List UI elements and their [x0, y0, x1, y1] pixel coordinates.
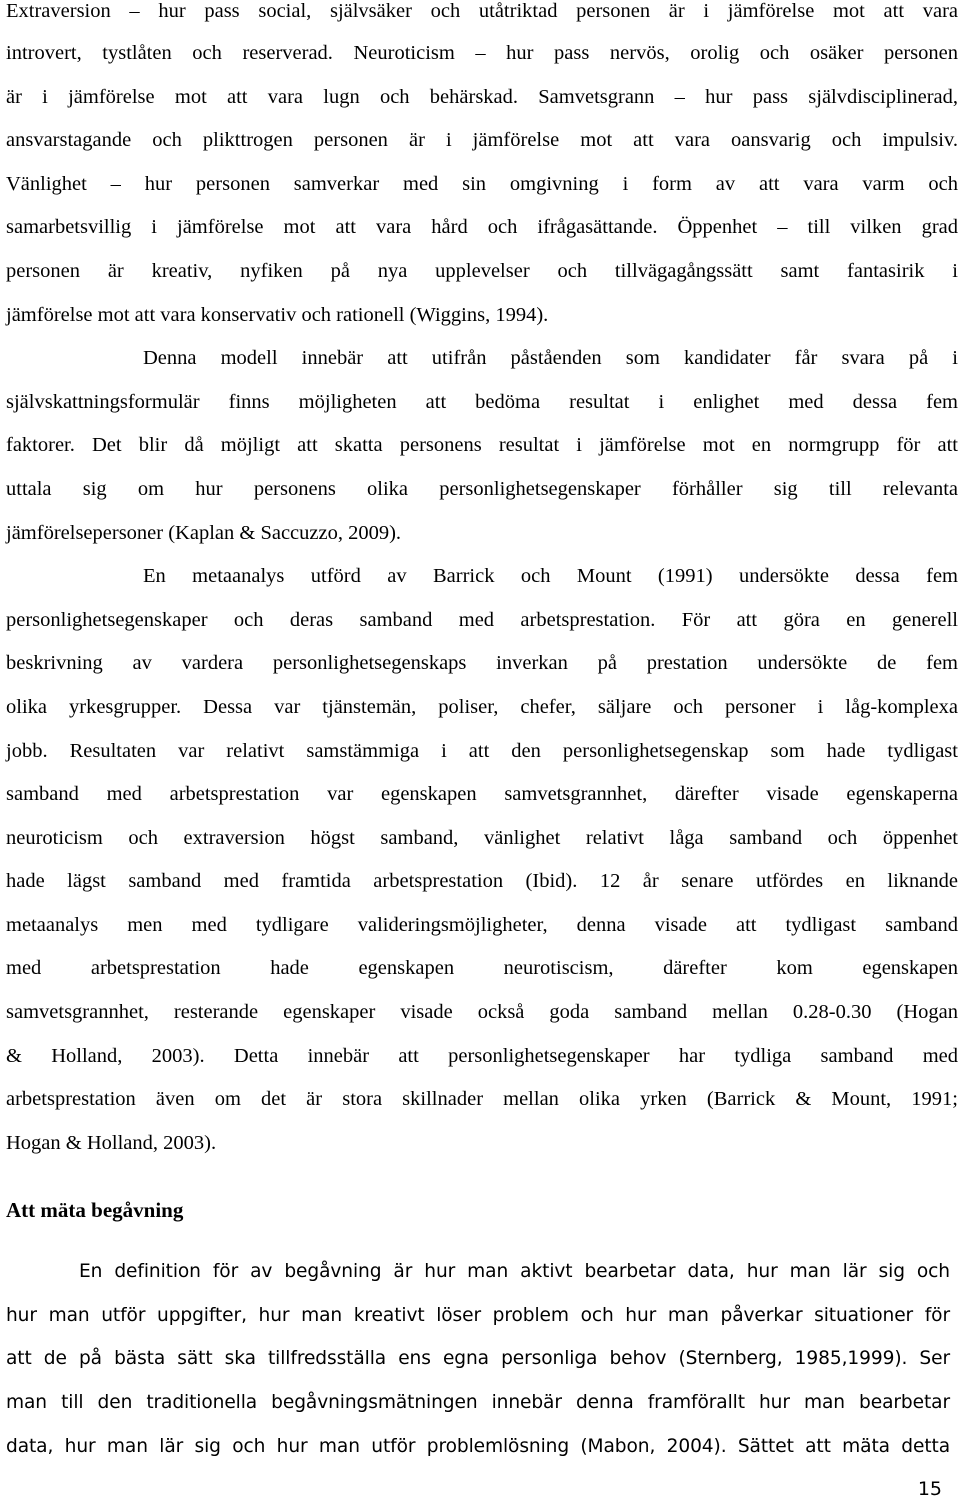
- text-line: olika yrkesgrupper. Dessa var tjänstemän, poliser, chefer, säljare och personer i låg-komplexa: [6, 695, 958, 718]
- text-line: uttala sig om hur personens olika personlighetsegenskaper förhåller sig till relevanta: [6, 477, 958, 500]
- text-line: data, hur man lär sig och hur man utför problemlösning (Mabon, 2004). Sättet att mäta detta: [6, 1435, 950, 1457]
- text-line: beskrivning av vardera personlighetsegenskaps inverkan på prestation undersökte de fem: [6, 652, 958, 675]
- page-number: 15: [917, 1478, 942, 1500]
- text-line: samvetsgrannhet, resterande egenskaper visade också goda samband mellan 0.28-0.30 (Hogan: [6, 1001, 958, 1024]
- text-line: samarbetsvillig i jämförelse mot att vara hård och ifrågasättande. Öppenhet – till vilken grad: [6, 216, 958, 239]
- text-line: samband med arbetsprestation var egenskapen samvetsgrannhet, därefter visade egenskaperna: [6, 783, 958, 806]
- text-line: jämförelse mot att vara konservativ och rationell (Wiggins, 1994).: [6, 303, 549, 326]
- text-line: Hogan & Holland, 2003).: [6, 1131, 217, 1154]
- section-heading: Att mäta begåvning: [6, 1198, 184, 1222]
- text-line: Extraversion – hur pass social, självsäker och utåtriktad personen är i jämförelse mot att vara: [6, 0, 958, 22]
- text-line: man till den traditionella begåvningsmätningen innebär denna framförallt hur man bearbetar: [6, 1392, 950, 1414]
- text-line: personen är kreativ, nyfiken på nya upplevelser och tillvägagångssätt samt fantasirik i: [6, 259, 958, 282]
- text-line: personlighetsegenskaper och deras samband med arbetsprestation. För att göra en generell: [6, 608, 958, 631]
- text-line: Vänlighet – hur personen samverkar med sin omgivning i form av att vara varm och: [6, 172, 958, 195]
- text-line: metaanalys men med tydligare valideringsmöjligheter, denna visade att tydligast samband: [6, 913, 958, 936]
- text-line: hade lägst samband med framtida arbetsprestation (Ibid). 12 år senare utfördes en liknande: [6, 870, 958, 893]
- text-line: är i jämförelse mot att vara lugn och behärskad. Samvetsgrann – hur pass självdisciplinerad,: [6, 85, 958, 108]
- text-line: Denna modell innebär att utifrån påståenden som kandidater får svara på i: [143, 347, 958, 370]
- text-line: neuroticism och extraversion högst samband, vänlighet relativt låga samband och öppenhet: [6, 826, 958, 849]
- text-line: med arbetsprestation hade egenskapen neurotiscism, därefter kom egenskapen: [6, 957, 958, 980]
- text-line: En definition för av begåvning är hur man aktivt bearbetar data, hur man lär sig och: [79, 1261, 950, 1282]
- text-line: att de på bästa sätt ska tillfredsställa ens egna personliga behov (Sternberg, 1985,1999). Ser: [6, 1348, 950, 1370]
- text-line: arbetsprestation även om det är stora skillnader mellan olika yrken (Barrick & Mount, 1991;: [6, 1088, 958, 1111]
- text-line: hur man utför uppgifter, hur man kreativt löser problem och hur man påverkar situationer för: [6, 1304, 950, 1326]
- text-line: jämförelsepersoner (Kaplan & Saccuzzo, 2009).: [6, 521, 402, 544]
- section-body-text: [6, 1257, 950, 1475]
- body-text: [6, 0, 958, 1172]
- text-line: introvert, tystlåten och reserverad. Neuroticism – hur pass nervös, orolig och osäker personen: [6, 42, 958, 64]
- text-line: En metaanalys utförd av Barrick och Mount (1991) undersökte dessa fem: [143, 565, 958, 588]
- text-line: ansvarstagande och plikttrogen personen är i jämförelse mot att vara oansvarig och impulsiv.: [6, 129, 958, 152]
- text-line: jobb. Resultaten var relativt samstämmiga i att den personlighetsegenskap som hade tydligast: [6, 739, 958, 762]
- text-line: & Holland, 2003). Detta innebär att personlighetsegenskaper har tydliga samband med: [6, 1044, 958, 1067]
- text-line: faktorer. Det blir då möjligt att skatta personens resultat i jämförelse mot en normgrupp för att: [6, 434, 958, 457]
- text-line: självskattningsformulär finns möjligheten att bedöma resultat i enlighet med dessa fem: [6, 390, 958, 413]
